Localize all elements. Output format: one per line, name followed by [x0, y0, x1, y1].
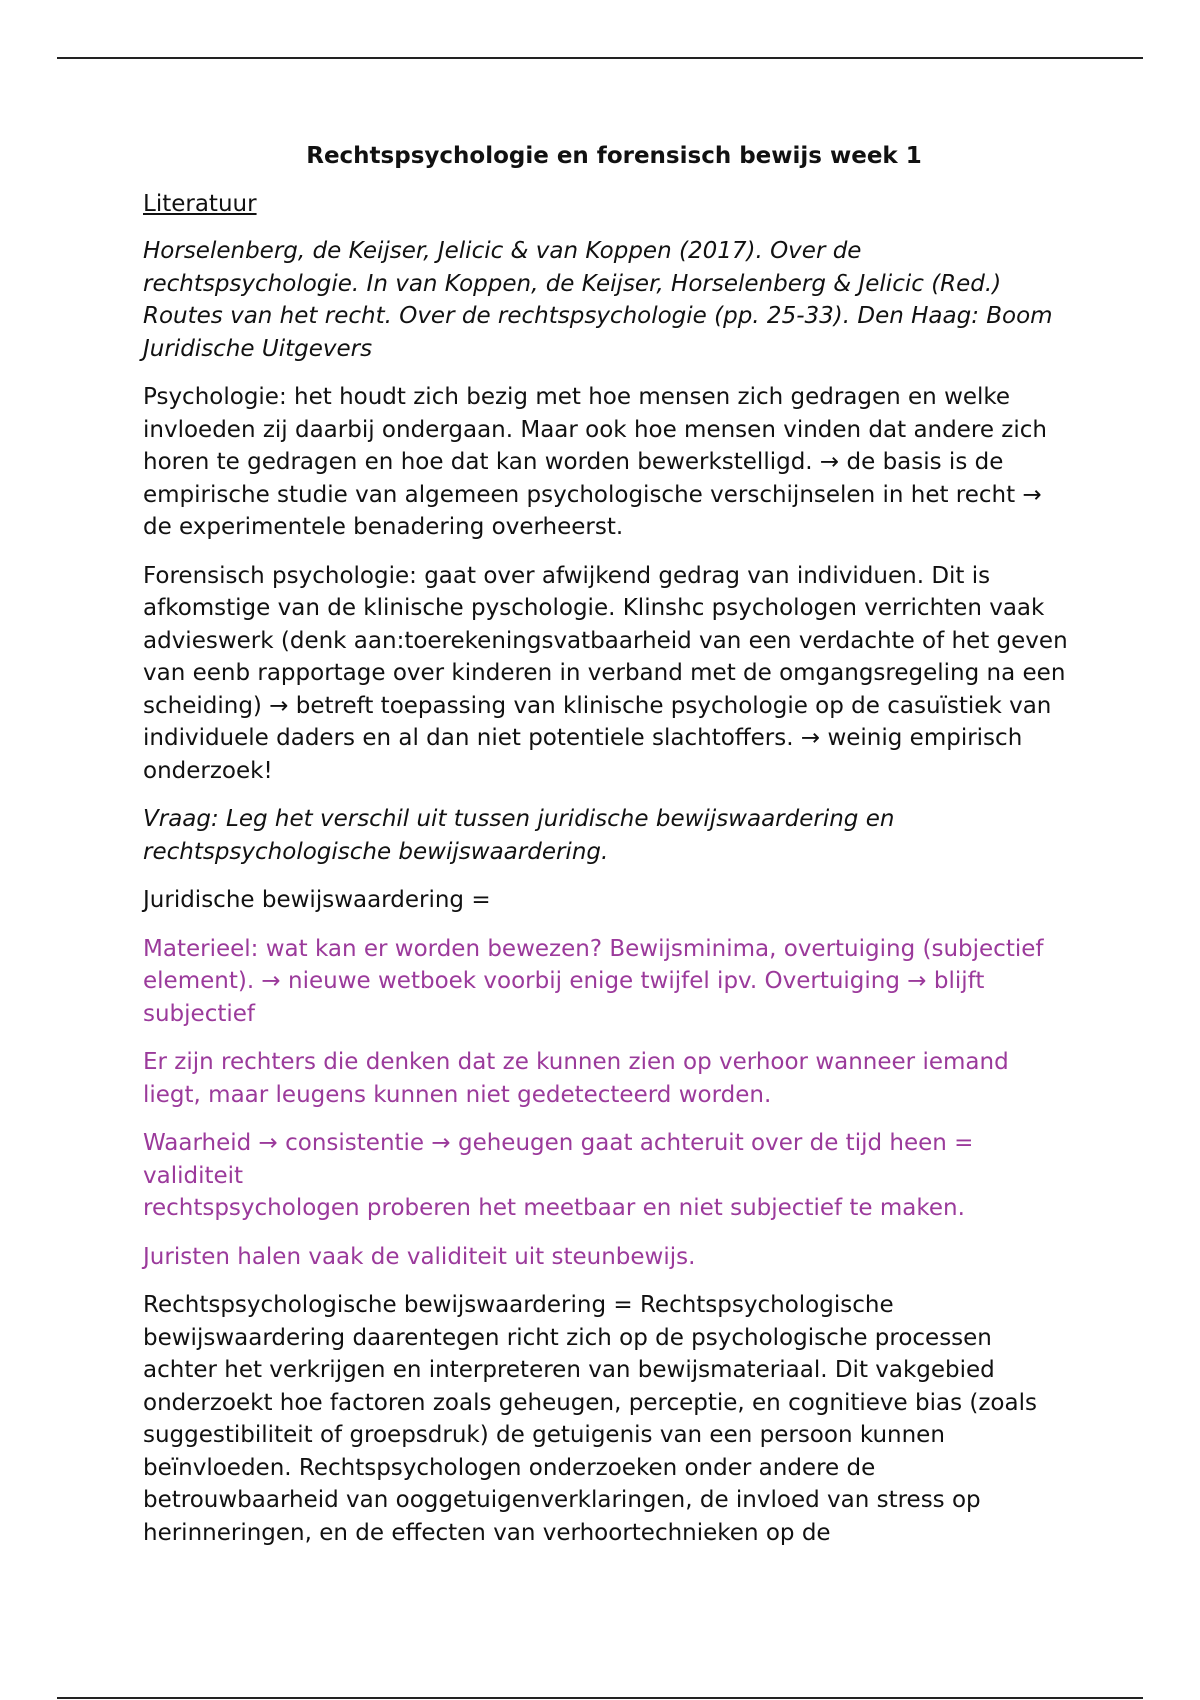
paragraph-rechtspsychologische: Rechtspsychologische bewijswaardering = Rechtspsychologische bewijswaardering daarentegen richt zich op de psychologische processen achter het verkrijgen en interpreteren van bewijsmateriaal. Dit vakgebied onderzoekt hoe factoren zoals geheugen, perceptie, en cognitieve bias (zoals suggestibiliteit of groepsdruk) de getuigenis van een persoon kunnen beïnvloeden. Rechtspsychologen onderzoeken onder andere de betrouwbaarheid van ooggetuigenverklaringen, de invloed van stress op herinneringen, en de effecten van verhoortechnieken op de	[143, 1292, 1037, 1546]
purple-note-juristen: Juristen halen vaak de validiteit uit steunbewijs.	[143, 1243, 696, 1270]
purple-note-rechters: Er zijn rechters die denken dat ze kunnen zien op verhoor wanneer iemand liegt, maar leugens kunnen niet gedetecteerd worden.	[143, 1049, 1009, 1108]
purple-note-waarheid	[143, 1127, 1073, 1225]
question-paragraph: Vraag: Leg het verschil uit tussen juridische bewijswaardering en rechtspsychologische bewijswaardering.	[143, 806, 895, 865]
juridische-label: Juridische bewijswaardering =	[143, 887, 491, 913]
paragraph-psychologie: Psychologie: het houdt zich bezig met hoe mensen zich gedragen en welke invloeden zij daarbij ondergaan. Maar ook hoe mensen vinden dat andere zich horen te gedragen en hoe dat kan worden bewerkstelligd. → de basis is de empirische studie van algemeen psychologische verschijnselen in het recht → de experimentele benadering overheerst.	[143, 384, 1047, 540]
document-title: Rechtspsychologie en forensisch bewijs week 1	[306, 143, 922, 169]
document-page	[143, 140, 1073, 1565]
top-rule	[57, 57, 1143, 59]
purple-line-rechtspsychologen: rechtspsychologen proberen het meetbaar en niet subjectief te maken.	[143, 1195, 965, 1221]
paragraph-forensisch: Forensisch psychologie: gaat over afwijkend gedrag van individuen. Dit is afkomstige van de klinische pyschologie. Klinshc psychologen verrichten vaak advieswerk (denk aan:toerekeningsvatbaarheid van een verdachte of het geven van eenb rapportage over kinderen in verband met de omgangsregeling na een scheiding) → betreft toepassing van klinische psychologie op de casuïstiek van individuele daders en al dan niet potentiele slachtoffers. → weinig empirisch onderzoek!	[143, 562, 1068, 784]
bottom-rule	[57, 1697, 1143, 1699]
literature-heading: Literatuur	[143, 190, 257, 217]
literature-reference: Horselenberg, de Keijser, Jelicic & van Koppen (2017). Over de rechtspsychologie. In van Koppen, de Keijser, Horselenberg & Jelicic (Red.) Routes van het recht. Over de rechtspsychologie (pp. 25-33). Den Haag: Boom Juridische Uitgevers	[143, 238, 1053, 362]
purple-note-materieel: Materieel: wat kan er worden bewezen? Bewijsminima, overtuiging (subjectief element). → nieuwe wetboek voorbij enige twijfel ipv. Overtuiging → blijft subjectief	[143, 935, 1044, 1027]
purple-line-waarheid: Waarheid → consistentie → geheugen gaat achteruit over de tijd heen = validiteit	[143, 1130, 974, 1189]
